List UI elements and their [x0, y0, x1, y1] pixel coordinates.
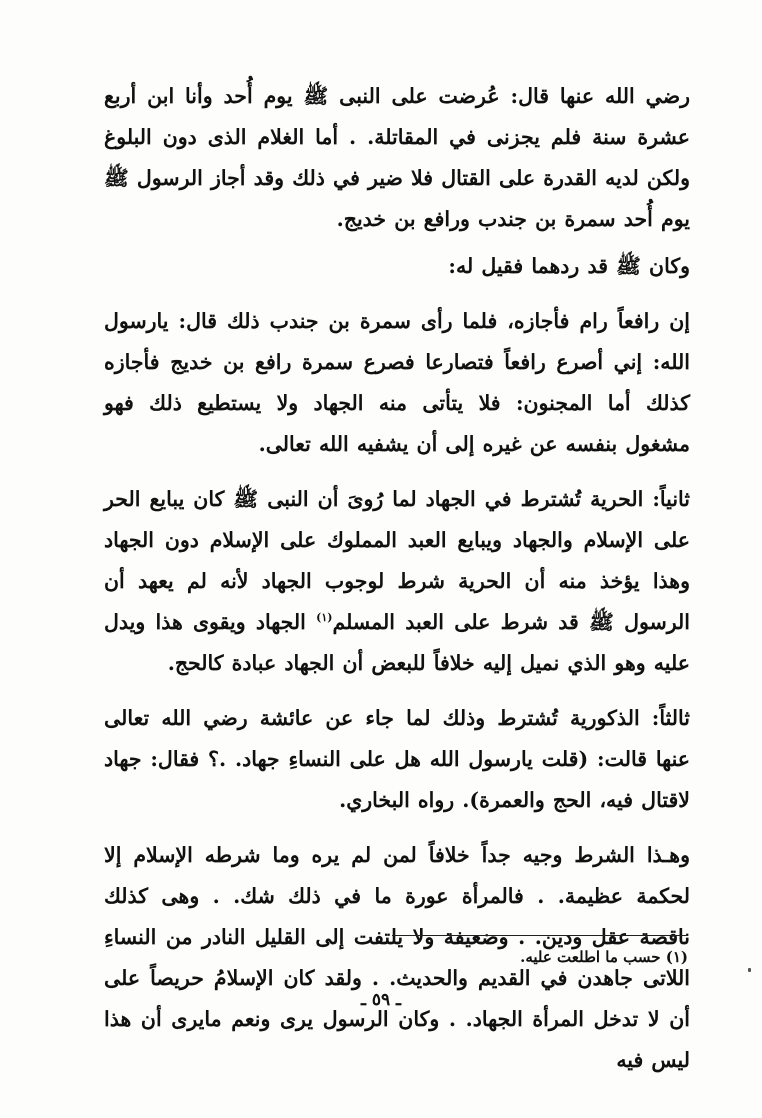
- paragraph-4: [104, 479, 690, 684]
- paragraph-4-tail: الجهاد ويقوى هذا ويدل عليه وهو الذي نميل إليه خلافاً للبعض أن الجهاد عبادة كالحج.: [104, 610, 690, 675]
- paragraph-1: رضي الله عنها قال: عُرضت على النبى ﷺ يوم أُحد وأنا ابن أربع عشرة سنة فلم يجزنى في المقاتلة. . أما الغلام الذى دون البلوغ ولكن لديه القدرة على القتال فلا ضير في ذلك وقد أجاز الرسول ﷺ يوم أُحد سمرة بن جندب ورافع بن خديج.: [104, 84, 690, 231]
- scan-speck: [748, 968, 751, 972]
- page-number: ـ ٥٩ ـ: [360, 990, 402, 1010]
- paragraph-2: وكان ﷺ قد ردهما فقيل له:: [448, 254, 690, 278]
- footnote: (١) حسب ما اطلعت عليه.: [520, 948, 688, 966]
- paragraph-5: ثالثاً: الذكورية تُشترط وذلك لما جاء عن عائشة رضي الله تعالى عنها قالت: (قلت يارسول الله هل على النساءِ جهاد. .؟ فقال: جهاد لاقتال فيه، الحج والعمرة). رواه البخاري.: [104, 706, 690, 812]
- body-text: [104, 76, 690, 1081]
- paragraph-6: وهـذا الشرط وجيه جداً خلافاً لمن لم يره وما شرطه الإسلام إلا لحكمة عظيمة. . فالمرأة عورة ما في ذلك شك. . وهى كذلك ناقصة عقل ودين. . وضعيفة ولا يلتفت إلى القليل النادر من النساءِ اللاتى جاهدن في القديم والحديث. . ولقد كان الإسلامُ حريصاً على أن لا تدخل المرأة الجهاد. . وكان الرسول يرى ونعم مايرى أن هذا ليس فيه: [104, 843, 690, 1072]
- paragraph-4-head: ثانياً: الحرية تُشترط في الجهاد لما رُوىَ أن النبى ﷺ كان يبايع الحر على الإسلام والجهاد ويبايع العبد المملوك على الإسلام دون الجهاد وهذا يؤخذ منه أن الحرية شرط لوجوب الجهاد لأنه لم يعهد أن الرسول ﷺ قد شرط على العبد المسلم: [104, 487, 690, 634]
- footnote-reference: (١): [316, 611, 333, 625]
- footnote-divider: [392, 935, 688, 936]
- paragraph-3: إن رافعاً رام فأجازه، فلما رأى سمرة بن جندب ذلك قال: يارسول الله: إني أصرع رافعاً فتصارعا فصرع سمرة رافع بن خديج فأجازه كذلك أما المجنون: فلا يتأتى منه الجهاد ولا يستطيع ذلك فهو مشغول بنفسه عن غيره إلى أن يشفيه الله تعالى.: [104, 309, 690, 456]
